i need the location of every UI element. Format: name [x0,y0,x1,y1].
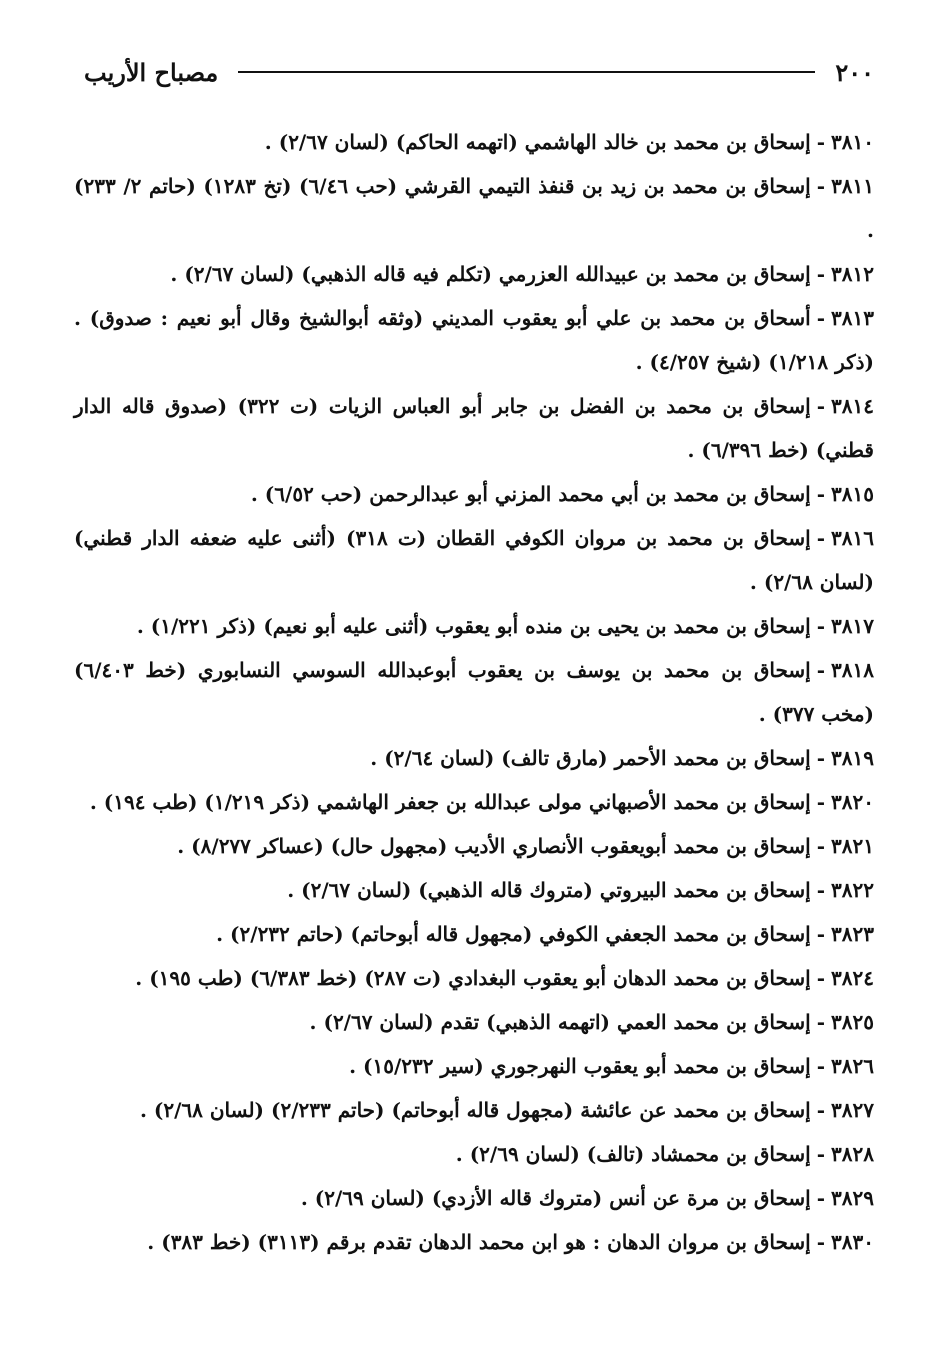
entry-text: إسحاق بن محمد أبو يعقوب النهرجوري (سير ١٥/٢٣٢) . [349,1054,811,1078]
entry-number: ٣٨١٦ [831,526,874,550]
page-header [84,52,874,92]
entry-number: ٣٨٢٦ [831,1054,874,1078]
entry-text: إسحاق بن محمد بن يوسف بن يعقوب أبوعبدالله السوسي النسابوري (خط ٦/٤٠٣) (مخب ٣٧٧) . [74,658,874,726]
entry-text: إسحاق بن محمشاد (تالف) (لسان ٢/٦٩) . [455,1142,811,1166]
entry-text: أسحاق بن محمد بن علي أبو يعقوب المديني (وثقه أبوالشيخ وقال أبو نعيم : صدوق) . (ذكر ١/٢١٨) (شيخ ٤/٢٥٧) . [74,306,874,374]
header-rule [238,71,815,73]
entry-text: إسحاق بن مروان الدهان : هو ابن محمد الدهان تقدم برقم (٣١١٣) (خط ٣٨٣) . [147,1230,811,1254]
entry-text: إسحاق بن محمد بن يحيى بن منده أبو يعقوب (أثنى عليه أبو نعيم) (ذكر ١/٢٢١) . [136,614,811,638]
entry-text: إسحاق بن محمد الجعفي الكوفي (مجهول قاله أبوحاتم) (حاتم ٢/٢٣٢) . [216,922,811,946]
entry: ٣٨١٦-إسحاق بن محمد بن مروان الكوفي القطان (ت ٣١٨) (أثنى عليه ضعفه الدار قطني) (لسان ٢/٦٨) . [74,526,874,594]
entry-number: ٣٨١٨ [831,658,874,682]
entry: ٣٨٢١-إسحاق بن محمد أبويعقوب الأنصاري الأديب (مجهول حال) (عساكر ٨/٢٧٧) . [177,834,874,858]
entry-text: إسحاق بن محمد أبويعقوب الأنصاري الأديب (مجهول حال) (عساكر ٨/٢٧٧) . [177,834,811,858]
entry: ٣٨١٧-إسحاق بن محمد بن يحيى بن منده أبو يعقوب (أثنى عليه أبو نعيم) (ذكر ١/٢٢١) . [136,614,874,638]
entry: ٣٨١٨-إسحاق بن محمد بن يوسف بن يعقوب أبوعبدالله السوسي النسابوري (خط ٦/٤٠٣) (مخب ٣٧٧) . [74,658,874,726]
entry-number: ٣٨١٩ [831,746,874,770]
entry-number: ٣٨١٢ [831,262,874,286]
entry-text: إسحاق بن محمد الدهان أبو يعقوب البغدادي (ت ٢٨٧) (خط ٦/٣٨٣) (طب ١٩٥) . [135,966,811,990]
entry-number: ٣٨٢٣ [831,922,874,946]
entry-text: إسحاق بن محمد الأصبهاني مولى عبدالله بن جعفر الهاشمي (ذكر ١/٢١٩) (طب ١٩٤) . [89,790,811,814]
entry: ٣٨٢٠-إسحاق بن محمد الأصبهاني مولى عبدالله بن جعفر الهاشمي (ذكر ١/٢١٩) (طب ١٩٤) . [89,790,874,814]
entry: ٣٨٢٣-إسحاق بن محمد الجعفي الكوفي (مجهول قاله أبوحاتم) (حاتم ٢/٢٣٢) . [216,922,874,946]
entry: ٣٨١٠-إسحاق بن محمد بن خالد الهاشمي (اتهمه الحاكم) (لسان ٢/٦٧) . [264,130,874,154]
entry: ٣٨٢٦-إسحاق بن محمد أبو يعقوب النهرجوري (سير ١٥/٢٣٢) . [349,1054,874,1078]
entry-text: إسحاق بن محمد بن عبيدالله العزرمي (تكلم فيه قاله الذهبي) (لسان ٢/٦٧) . [170,262,811,286]
entry-text: إسحاق بن محمد البيروتي (متروك قاله الذهبي) (لسان ٢/٦٧) . [287,878,811,902]
entry-text: إسحاق بن محمد عن عائشة (مجهول قاله أبوحاتم) (حاتم ٢/٢٣٣) (لسان ٢/٦٨) . [139,1098,811,1122]
entry: ٣٨١٥-إسحاق بن محمد بن أبي محمد المزني أبو عبدالرحمن (حب ٦/٥٢) . [250,482,874,506]
entry-text: إسحاق بن محمد بن خالد الهاشمي (اتهمه الحاكم) (لسان ٢/٦٧) . [264,130,811,154]
entry-number: ٣٨٢٢ [831,878,874,902]
entry-number: ٣٨١٣ [831,306,874,330]
entry: ٣٨٢٥-إسحاق بن محمد العمي (اتهمه الذهبي) تقدم (لسان ٢/٦٧) . [309,1010,874,1034]
entry-number: ٣٨٢٥ [831,1010,874,1034]
entry: ٣٨٢٤-إسحاق بن محمد الدهان أبو يعقوب البغدادي (ت ٢٨٧) (خط ٦/٣٨٣) (طب ١٩٥) . [135,966,874,990]
entry: ٣٨١٩-إسحاق بن محمد الأحمر (مارق تالف) (لسان ٢/٦٤) . [370,746,874,770]
entry-text: إسحاق بن مرة عن أنس (متروك قاله الأزدي) (لسان ٢/٦٩) . [300,1186,811,1210]
entry-text: إسحاق بن محمد الأحمر (مارق تالف) (لسان ٢/٦٤) . [370,746,811,770]
entry-number: ٣٨١٥ [831,482,874,506]
entry: ٣٨٣٠-إسحاق بن مروان الدهان : هو ابن محمد الدهان تقدم برقم (٣١١٣) (خط ٣٨٣) . [147,1230,874,1254]
entry-number: ٣٨١٧ [831,614,874,638]
entry-number: ٣٨٢٧ [831,1098,874,1122]
entry-text: إسحاق بن محمد بن الفضل بن جابر أبو العباس الزيات (ت ٣٢٢) (صدوق قاله الدار قطني) (خط ٦/٣٩٦) . [74,394,874,462]
entry: ٣٨٢٧-إسحاق بن محمد عن عائشة (مجهول قاله أبوحاتم) (حاتم ٢/٢٣٣) (لسان ٢/٦٨) . [139,1098,874,1122]
entry-number: ٣٨٢٩ [831,1186,874,1210]
entry-number: ٣٨٢١ [831,834,874,858]
entry: ٣٨١٣-أسحاق بن محمد بن علي أبو يعقوب المديني (وثقه أبوالشيخ وقال أبو نعيم : صدوق) . (ذكر ١/٢١٨) (شيخ ٤/٢٥٧) . [74,306,874,374]
entry-number: ٣٨١٠ [831,130,874,154]
entry: ٣٨٢٨-إسحاق بن محمشاد (تالف) (لسان ٢/٦٩) . [455,1142,874,1166]
book-title: مصباح الأريب [84,57,219,87]
page-number: ٢٠٠ [835,57,874,87]
entry: ٣٨١٤-إسحاق بن محمد بن الفضل بن جابر أبو العباس الزيات (ت ٣٢٢) (صدوق قاله الدار قطني) (خط ٦/٣٩٦) . [74,394,874,462]
entry: ٣٨١٢-إسحاق بن محمد بن عبيدالله العزرمي (تكلم فيه قاله الذهبي) (لسان ٢/٦٧) . [170,262,874,286]
entry-number: ٣٨٢٤ [831,966,874,990]
entry: ٣٨٢٩-إسحاق بن مرة عن أنس (متروك قاله الأزدي) (لسان ٢/٦٩) . [300,1186,874,1210]
entry-text: إسحاق بن محمد بن أبي محمد المزني أبو عبدالرحمن (حب ٦/٥٢) . [250,482,811,506]
entry-number: ٣٨١٤ [831,394,874,418]
entry: ٣٨٢٢-إسحاق بن محمد البيروتي (متروك قاله الذهبي) (لسان ٢/٦٧) . [287,878,874,902]
entry-number: ٣٨١١ [831,174,875,198]
entry-text: إسحاق بن محمد بن مروان الكوفي القطان (ت ٣١٨) (أثنى عليه ضعفه الدار قطني) (لسان ٢/٦٨) . [74,526,874,594]
entry-list [74,120,874,1264]
entry-text: إسحاق بن محمد بن زيد بن قنفذ التيمي القرشي (حب ٦/٤٦) (تخ ١٢٨٣) (حاتم ٢/ ٢٣٣) . [74,174,874,242]
entry-number: ٣٨٢٠ [831,790,874,814]
entry: ٣٨١١-إسحاق بن محمد بن زيد بن قنفذ التيمي القرشي (حب ٦/٤٦) (تخ ١٢٨٣) (حاتم ٢/ ٢٣٣) . [74,174,875,242]
entry-text: إسحاق بن محمد العمي (اتهمه الذهبي) تقدم (لسان ٢/٦٧) . [309,1010,811,1034]
entry-number: ٣٨٣٠ [831,1230,874,1254]
entry-number: ٣٨٢٨ [831,1142,874,1166]
